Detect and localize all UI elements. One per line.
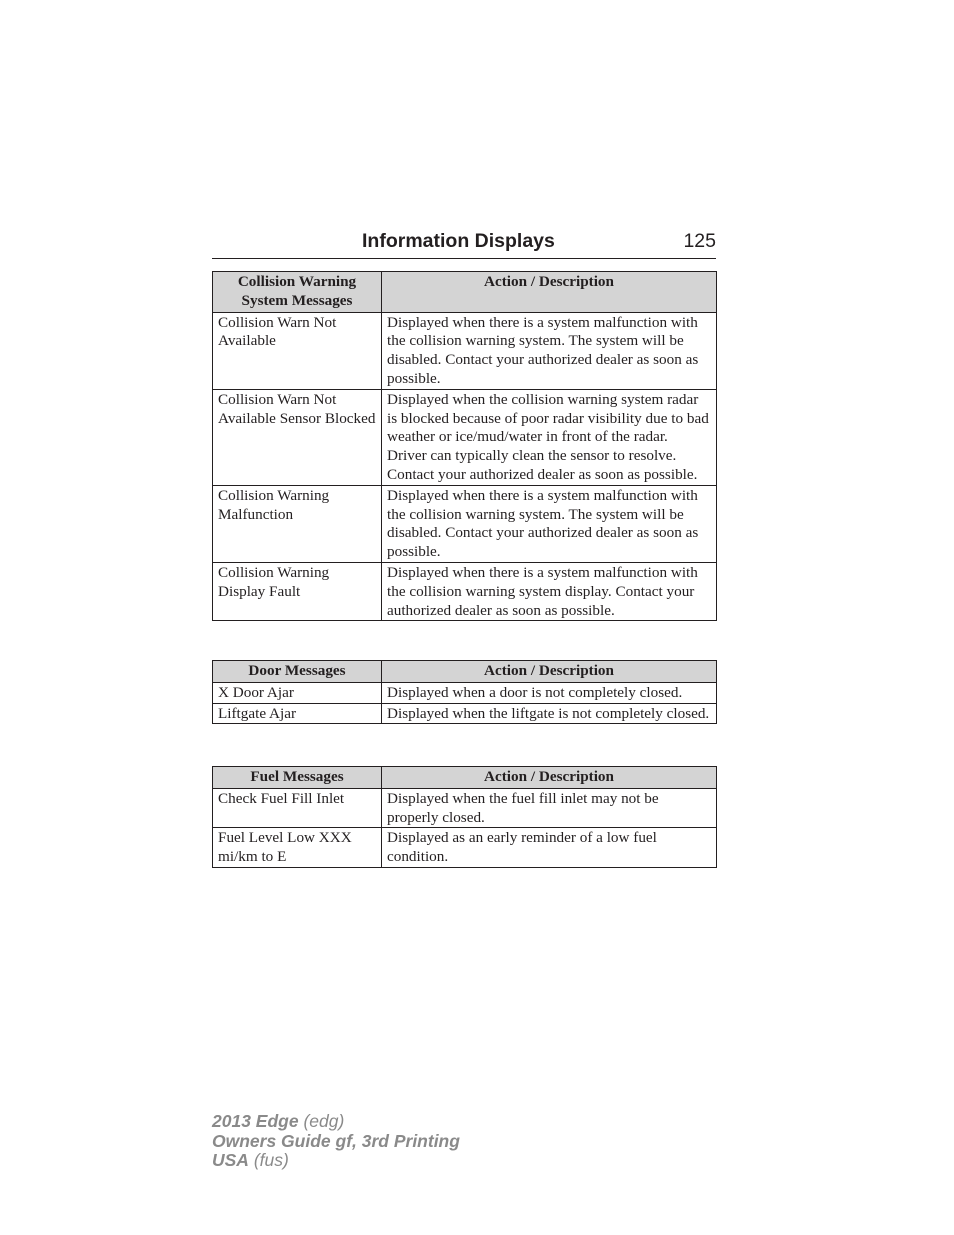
collision-warning-messages-table [212,271,717,621]
page-number: 125 [683,230,716,252]
description-cell: Displayed when the collision warning system radar is blocked because of poor radar visibility due to bad weather or ice/mud/water in front of the radar. Driver can typically clean the sensor to resolve. Contact your authorized dealer as soon as possible. [382,389,717,485]
message-cell: Fuel Level Low XXX mi/km to E [213,828,382,868]
description-cell: Displayed when there is a system malfunction with the collision warning system display. Contact your authorized dealer as soon as possible. [382,562,717,620]
table-row [213,703,717,724]
table-header-row [213,767,717,789]
footer-model: 2013 Edge [212,1111,299,1131]
description-cell: Displayed when there is a system malfunction with the collision warning system. The system will be disabled. Contact your authorized dealer as soon as possible. [382,485,717,562]
column-header: Action / Description [382,272,717,313]
message-cell: Collision Warning Malfunction [213,485,382,562]
footer-market: USA [212,1150,249,1170]
description-cell: Displayed when a door is not completely closed. [382,682,717,703]
description-cell: Displayed when the fuel fill inlet may not be properly closed. [382,788,717,828]
column-header: Collision Warning System Messages [213,272,382,313]
message-cell: Collision Warn Not Available [213,312,382,389]
description-cell: Displayed as an early reminder of a low fuel condition. [382,828,717,868]
description-cell: Displayed when the liftgate is not completely closed. [382,703,717,724]
page-footer [212,1112,460,1171]
table-header-row [213,661,717,683]
table-row [213,312,717,389]
footer-guide-line [212,1132,460,1152]
page-header [212,230,716,259]
footer-model-code: (edg) [298,1111,345,1131]
message-cell: Check Fuel Fill Inlet [213,788,382,828]
footer-guide: Owners Guide gf, 3rd Printing [212,1130,460,1151]
column-header: Action / Description [382,661,717,683]
fuel-messages-table [212,766,717,868]
footer-market-code: (fus) [248,1150,289,1170]
table-row [213,682,717,703]
table-header-row [213,272,717,313]
table-row [213,788,717,828]
door-messages-table [212,660,717,724]
table-row [213,562,717,620]
column-header: Door Messages [213,661,382,683]
description-cell: Displayed when there is a system malfunction with the collision warning system. The system will be disabled. Contact your authorized dealer as soon as possible. [382,312,717,389]
message-cell: Collision Warning Display Fault [213,562,382,620]
column-header: Action / Description [382,767,717,789]
message-cell: X Door Ajar [213,682,382,703]
footer-market-line [212,1151,460,1171]
message-cell: Liftgate Ajar [213,703,382,724]
page-title: Information Displays [362,230,555,252]
table-row [213,485,717,562]
column-header: Fuel Messages [213,767,382,789]
table-row [213,389,717,485]
table-row [213,828,717,868]
footer-model-line [212,1112,460,1132]
message-cell: Collision Warn Not Available Sensor Blocked [213,389,382,485]
